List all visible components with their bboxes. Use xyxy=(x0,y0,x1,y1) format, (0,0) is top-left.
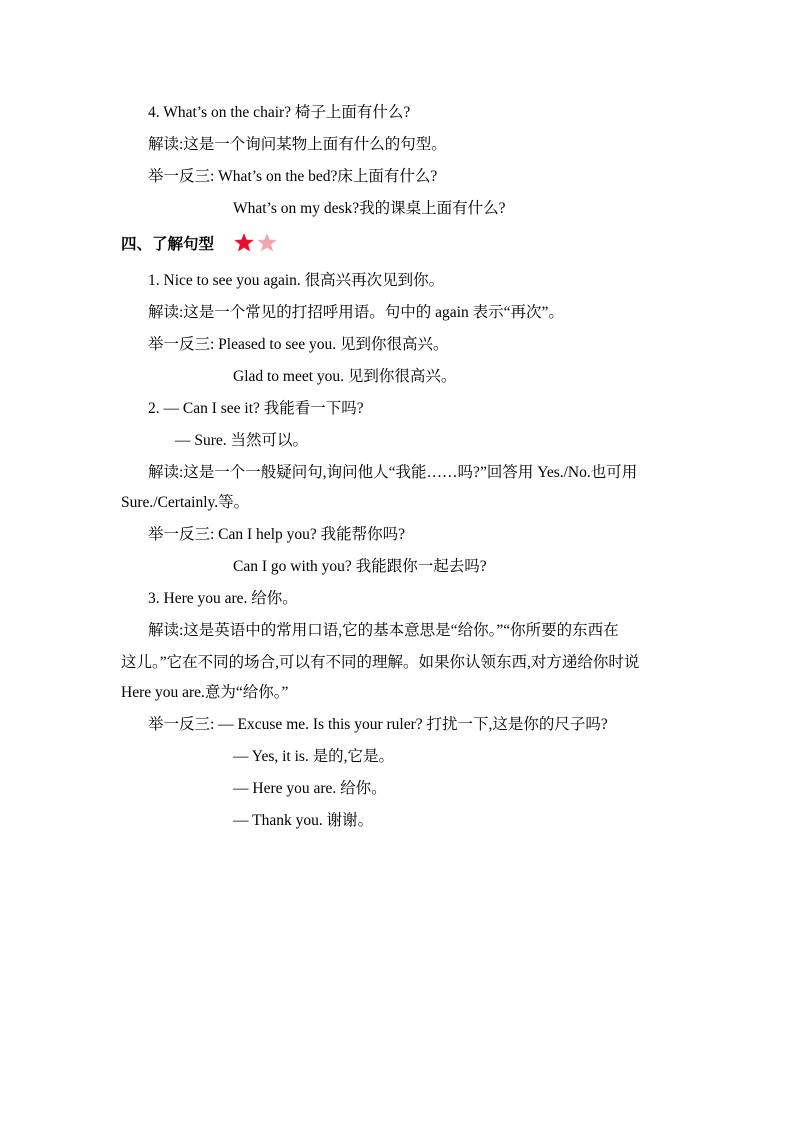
s4-example-1: 举一反三: What’s on the bed?床上面有什么? xyxy=(148,168,438,185)
s2-answer: — Sure. 当然可以。 xyxy=(175,432,309,449)
s2-example-2: Can I go with you? 我能跟你一起去吗? xyxy=(233,558,487,575)
s2-explanation: 解读:这是一个一般疑问句,询问他人“我能……吗?”回答用 Yes./No.也可用 xyxy=(148,464,638,481)
s2-question: 2. — Can I see it? 我能看一下吗? xyxy=(148,400,364,417)
s2-explanation-cont: Sure./Certainly.等。 xyxy=(121,494,250,511)
s2-example-1: 举一反三: Can I help you? 我能帮你吗? xyxy=(148,526,406,543)
s3-example-1: 举一反三: — Excuse me. Is this your ruler? 打扰一下,这是你的尺子吗? xyxy=(148,716,608,733)
s3-explanation-cont-2: Here you are.意为“给你。” xyxy=(121,684,289,701)
star-rating xyxy=(233,232,279,254)
s1-sentence: 1. Nice to see you again. 很高兴再次见到你。 xyxy=(148,272,445,289)
s4-explanation: 解读:这是一个询问某物上面有什么的句型。 xyxy=(148,136,447,153)
s1-example-1: 举一反三: Pleased to see you. 见到你很高兴。 xyxy=(148,336,449,353)
s3-example-2: — Yes, it is. 是的,它是。 xyxy=(233,748,395,765)
s1-explanation: 解读:这是一个常见的打招呼用语。句中的 again 表示“再次”。 xyxy=(148,304,564,321)
star-filled-icon xyxy=(234,233,253,252)
s3-sentence: 3. Here you are. 给你。 xyxy=(148,590,298,607)
s3-explanation-cont-1: 这儿。”它在不同的场合,可以有不同的理解。如果你认领东西,对方递给你时说 xyxy=(121,654,640,671)
s3-explanation: 解读:这是英语中的常用口语,它的基本意思是“给你。”“你所要的东西在 xyxy=(148,622,619,639)
s4-example-2: What’s on my desk?我的课桌上面有什么? xyxy=(233,200,506,217)
s3-example-4: — Thank you. 谢谢。 xyxy=(233,812,374,829)
s1-example-2: Glad to meet you. 见到你很高兴。 xyxy=(233,368,457,385)
s4-question: 4. What’s on the chair? 椅子上面有什么? xyxy=(148,104,411,121)
star-faded-icon xyxy=(257,233,276,252)
section-heading: 四、了解句型 xyxy=(121,235,215,253)
s3-example-3: — Here you are. 给你。 xyxy=(233,780,387,797)
